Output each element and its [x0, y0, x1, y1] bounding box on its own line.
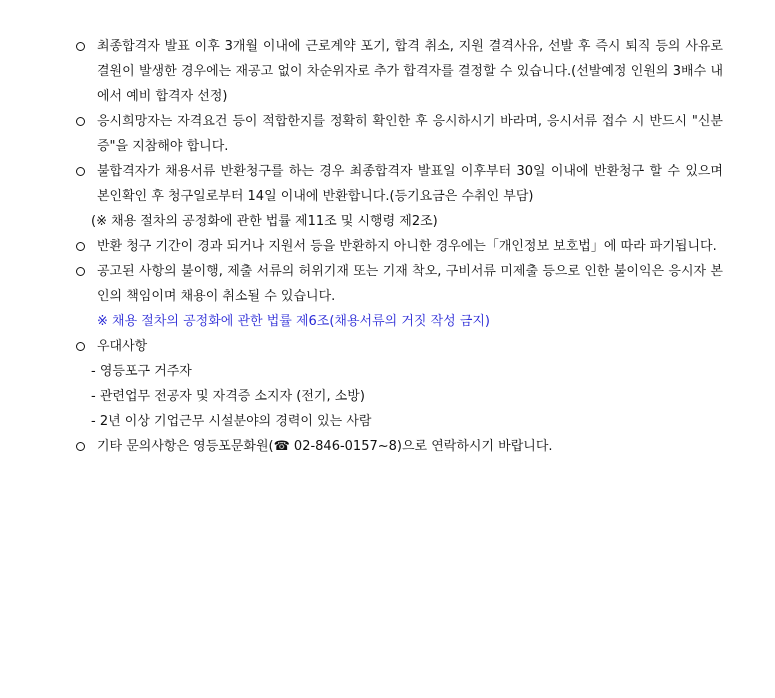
- preference-item: - 영등포구 거주자: [91, 364, 192, 379]
- notice-item-text: 불합격자가 채용서류 반환청구를 하는 경우 최종합격자 발표일 이후부터 30일 이내에 반환청구 할 수 있으며 본인확인 후 청구일로부터 14일 이내에 반환합니다.(등기요금은 수취인 부담): [97, 164, 723, 204]
- notice-item-text: 응시희망자는 자격요건 등이 적합한지를 정확히 확인한 후 응시하시기 바라며, 응시서류 접수 시 반드시 "신분증"을 지참해야 합니다.: [97, 114, 723, 154]
- contact-phone-number: 02-846-0157~8)으로 연락하시기 바랍니다.: [289, 439, 553, 454]
- circle-bullet-icon: [76, 267, 85, 276]
- notice-item-text: 우대사항: [97, 339, 148, 354]
- notice-item-text: 공고된 사항의 불이행, 제출 서류의 허위기재 또는 기재 착오, 구비서류 미제출 등으로 인한 불이익은 응시자 본인의 책임이며 채용이 취소될 수 있습니다.: [97, 264, 723, 304]
- circle-bullet-icon: [76, 117, 85, 126]
- notice-item-document-disposal: [73, 234, 723, 259]
- notice-document: [73, 34, 723, 459]
- preference-item: - 관련업무 전공자 및 자격증 소지자 (전기, 소방): [91, 389, 365, 404]
- notice-item-document-return: [73, 159, 723, 209]
- law-reference-note: (※ 채용 절차의 공정화에 관한 법률 제11조 및 시행령 제2조): [91, 214, 438, 229]
- notice-item-false-documents: [73, 259, 723, 309]
- circle-bullet-icon: [76, 167, 85, 176]
- circle-bullet-icon: [76, 342, 85, 351]
- notice-item-reserve-candidates: [73, 34, 723, 109]
- telephone-icon: ☎: [273, 439, 290, 454]
- circle-bullet-icon: [76, 442, 85, 451]
- circle-bullet-icon: [76, 42, 85, 51]
- circle-bullet-icon: [76, 242, 85, 251]
- notice-item-text: 최종합격자 발표 이후 3개월 이내에 근로계약 포기, 합격 취소, 지원 결격사유, 선발 후 즉시 퇴직 등의 사유로 결원이 발생한 경우에는 재공고 없이 차순위자로 추가 합격자를 결정할 수 있습니다.(선발예정 인원의 3배수 내에서 예비 합격자 선정): [97, 39, 723, 104]
- preference-item: - 2년 이상 기업근무 시설분야의 경력이 있는 사람: [91, 414, 372, 429]
- contact-text: 기타 문의사항은 영등포문화원(: [97, 439, 274, 454]
- notice-item-applicant-id: [73, 109, 723, 159]
- notice-item-contact: [73, 434, 723, 459]
- law-reference-highlight: ※ 채용 절차의 공정화에 관한 법률 제6조(채용서류의 거짓 작성 금지): [97, 314, 491, 329]
- notice-item-preferences: [73, 334, 723, 359]
- notice-item-text: 반환 청구 기간이 경과 되거나 지원서 등을 반환하지 아니한 경우에는「개인정보 보호법」에 따라 파기됩니다.: [97, 239, 717, 254]
